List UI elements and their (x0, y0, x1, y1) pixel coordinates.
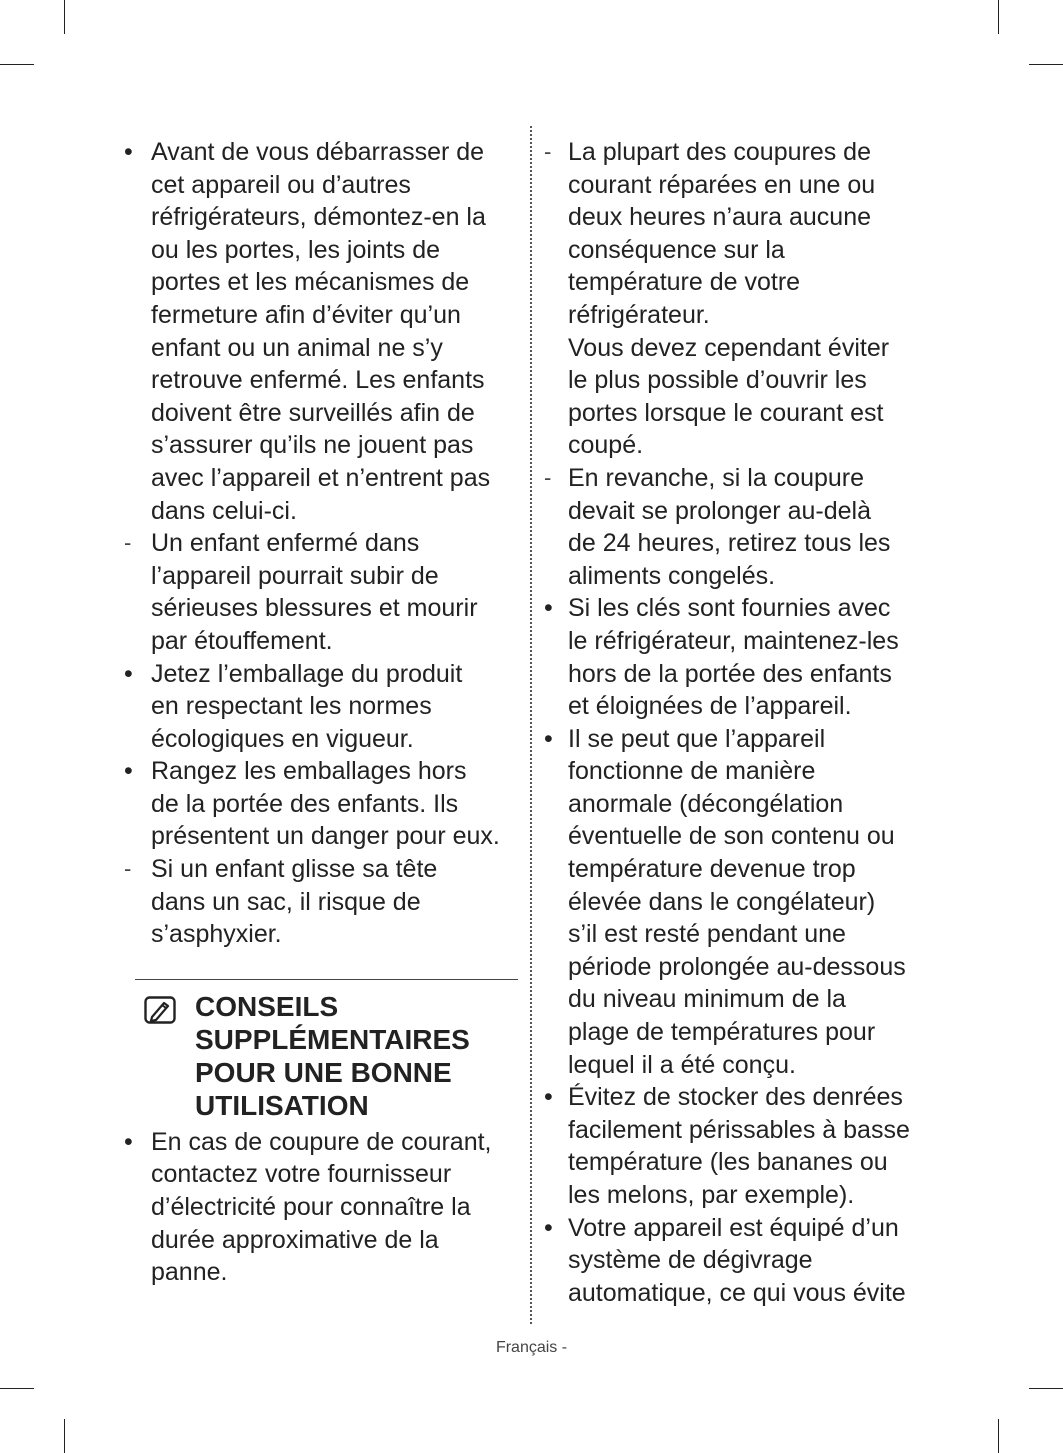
dash-marker: - (544, 464, 552, 490)
item-text: Rangez les emballages hors de la portée des enfants. Ils présentent un danger pour eux. (151, 757, 500, 851)
bullet-marker: • (124, 659, 133, 688)
crop-mark (998, 1419, 999, 1453)
list-item (120, 527, 525, 657)
page-footer: Français - (495, 1339, 568, 1356)
bullet-marker: • (124, 138, 133, 166)
list-item (120, 1126, 525, 1289)
item-text: Il se peut que l’appareil fonctionne de manière anormale (décongélation éventuelle de son contenu ou température devenue trop élevée dans le congélateur) s’il est resté pendant une période prolongée au-dessous du niveau minimum de la plage de températures pour lequel il a été conçu. (568, 724, 906, 1079)
crop-mark (0, 64, 34, 65)
crop-mark (1029, 64, 1063, 65)
item-text: Jetez l’emballage du produit en respectant les normes écologiques en vigueur. (151, 659, 463, 753)
list-item (120, 136, 525, 527)
column-divider (530, 126, 532, 1324)
list-item (120, 853, 525, 951)
item-text: Votre appareil est équipé d’un système de dégivrage automatique, ce qui vous évite (568, 1213, 906, 1307)
crop-mark (64, 0, 65, 34)
bullet-marker: • (544, 724, 553, 753)
bullet-marker: • (124, 1127, 133, 1156)
list-item (120, 755, 525, 853)
item-text: Si les clés sont fournies avec le réfrigérateur, maintenez-les hors de la portée des enfants et éloignées de l’appareil. (568, 594, 899, 721)
left-column (120, 136, 525, 1289)
item-text: La plupart des coupures de courant réparées en une ou deux heures n’aura aucune conséquence sur la température de votre réfrigérateur. (568, 138, 876, 329)
list-item (538, 462, 943, 592)
item-text: Avant de vous débarrasser de cet appareil ou d’autres réfrigérateurs, démontez-en la ou les portes, les joints de portes et les mécanismes de fermeture afin d’éviter qu’un enfant ou un animal ne s’y retrouve enfermé. Les enfants doivent être surveillés afin de s’assurer qu’ils ne jouent pas avec l’appareil et n’entrent pas dans celui-ci. (151, 138, 491, 525)
tips-heading: CONSEILS SUPPLÉMENTAIRES POUR UNE BONNE UTILISATION (195, 990, 470, 1121)
item-text: Vous devez cependant éviter le plus possible d’ouvrir les portes lorsque le courant est coupé. (568, 333, 890, 460)
item-text: Si un enfant glisse sa tête dans un sac, il risque de s’asphyxier. (151, 855, 438, 949)
bullet-marker: • (544, 594, 553, 623)
item-text: En revanche, si la coupure devait se prolonger au-delà de 24 heures, retirez tous les aliments congelés. (568, 463, 891, 590)
item-text: En cas de coupure de courant, contactez votre fournisseur d’électricité pour connaître la durée approximative de la panne. (151, 1127, 492, 1287)
list-item (538, 1081, 943, 1211)
list-item (538, 1212, 943, 1310)
crop-mark (0, 1388, 34, 1389)
dash-marker: - (544, 139, 552, 164)
crop-mark (64, 1419, 65, 1453)
note-pencil-icon (144, 996, 176, 1024)
bullet-marker: • (124, 757, 133, 786)
item-text: Un enfant enfermé dans l’appareil pourrait subir de sérieuses blessures et mourir par étouffement. (151, 529, 478, 655)
item-text: Évitez de stocker des denrées facilement périssables à basse température (les bananes ou les melons, par exemple). (568, 1083, 910, 1209)
list-item (538, 723, 943, 1082)
tips-list (120, 1126, 525, 1289)
right-column (538, 136, 943, 1309)
bullet-marker: • (544, 1083, 553, 1112)
dash-marker: - (124, 856, 132, 882)
list-item (120, 658, 525, 756)
dash-marker: - (124, 530, 132, 556)
bullet-marker: • (544, 1213, 553, 1242)
tips-section (120, 990, 525, 1122)
list-item (538, 592, 943, 722)
right-list (538, 136, 943, 1309)
crop-mark (998, 0, 999, 34)
list-item (538, 332, 943, 462)
crop-mark (1029, 1388, 1063, 1389)
list-item (538, 136, 943, 332)
section-rule (135, 979, 518, 980)
left-list (120, 136, 525, 951)
